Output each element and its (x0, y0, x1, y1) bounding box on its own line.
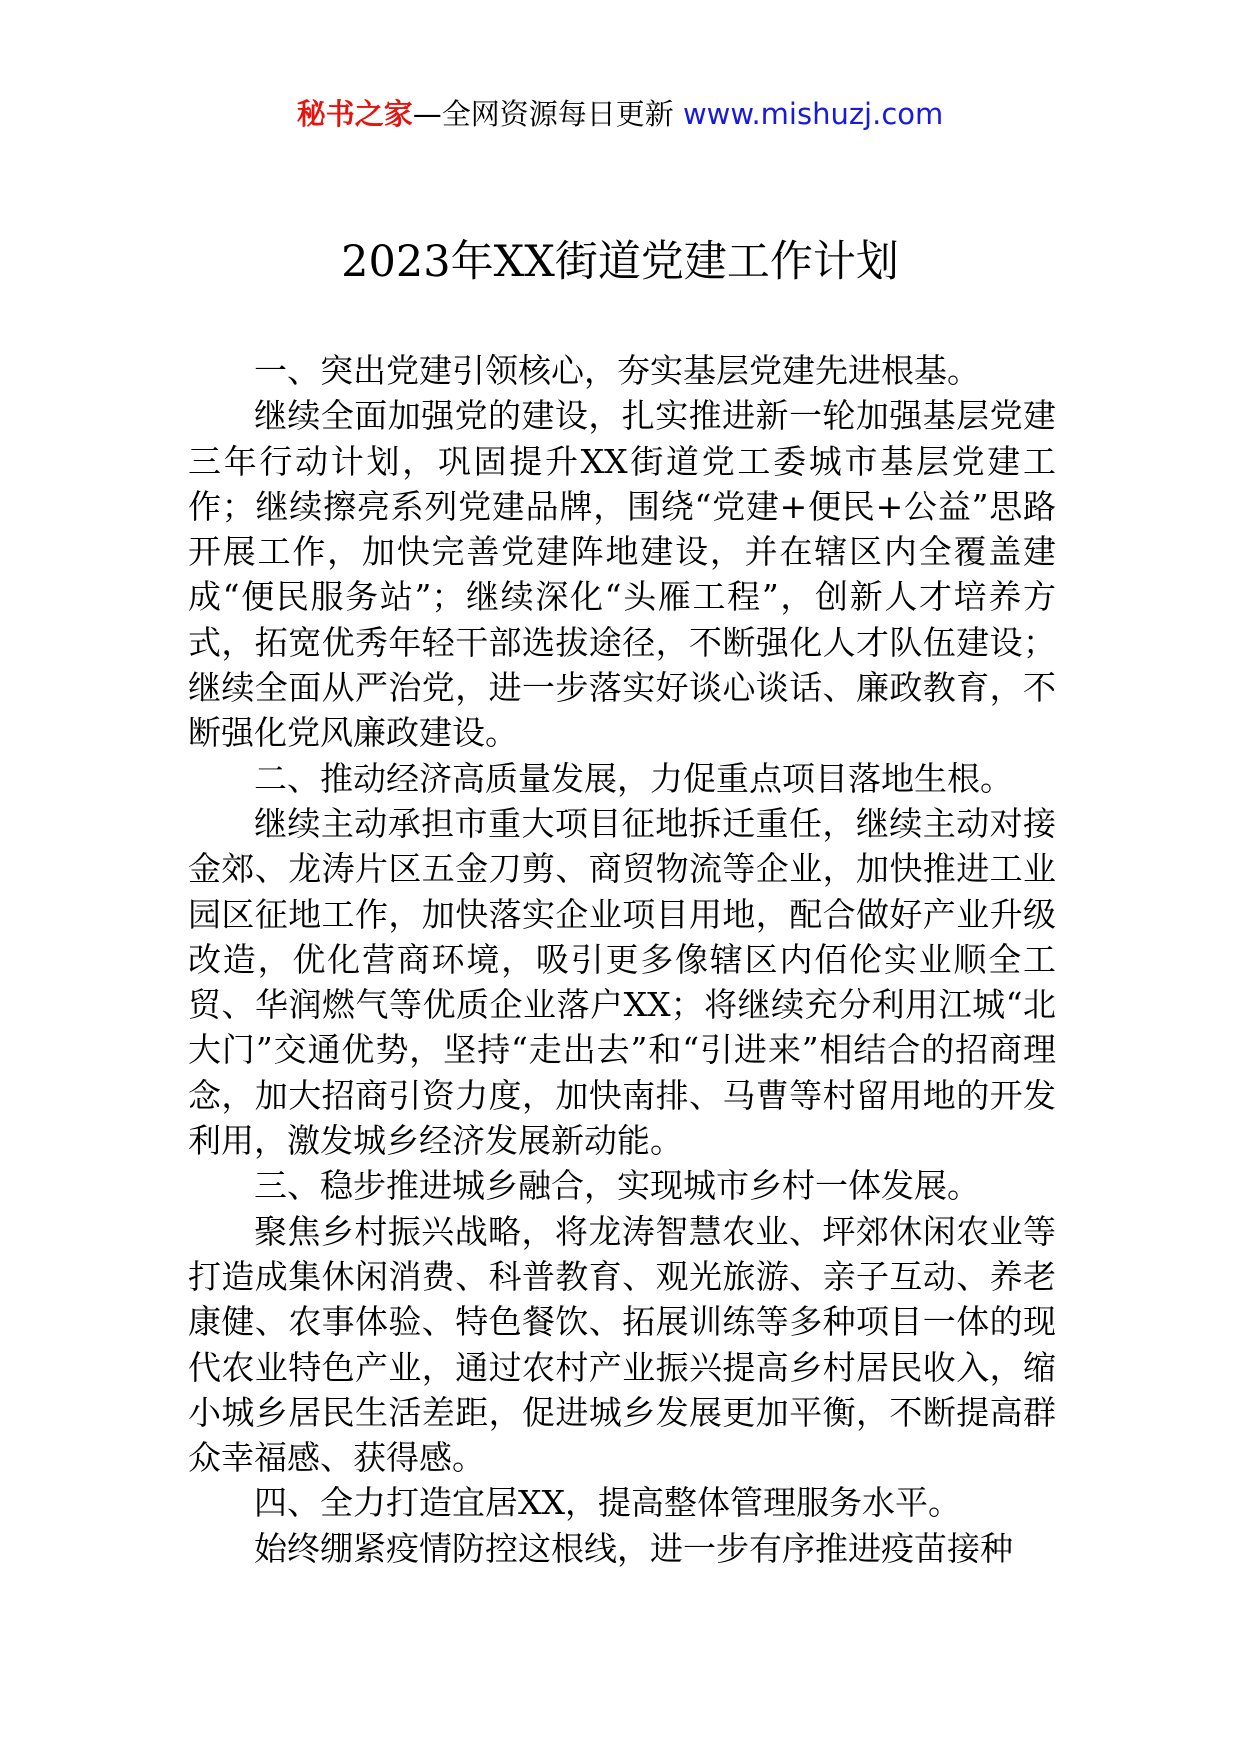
section-heading-2: 二、推动经济高质量发展，力促重点项目落地生根。 (254, 758, 1013, 798)
section-paragraph-2: 继续主动承担市重大项目征地拆迁重任，继续主动对接金郊、龙涛片区五金刀剪、商贸物流等企业，加快推进工业园区征地工作，加快落实企业项目用地，配合做好产业升级改造，优化营商环境，吸引更多像辖区内佰伦实业顺全工贸、华润燃气等优质企业落户XX；将继续充分利用江城“北大门”交通优势，坚持“走出去”和“引进来”相结合的招商理念，加大招商引资力度，加快南排、马曹等村留用地的开发利用，激发城乡经济发展新动能。 (188, 803, 1056, 1161)
brand-name: 秘书之家 (296, 97, 413, 131)
section-paragraph-4: 始终绷紧疫情防控这根线，进一步有序推进疫苗接种 (254, 1528, 1013, 1568)
document-title: 2023年XX街道党建工作计划 (341, 237, 899, 287)
document-body (188, 348, 1056, 1571)
section-heading-3: 三、稳步推进城乡融合，实现城市乡村一体发展。 (254, 1166, 980, 1206)
section-heading-1: 一、突出党建引领核心，夯实基层党建先进根基。 (254, 351, 980, 390)
section-heading-4: 四、全力打造宜居XX，提高整体管理服务水平。 (254, 1483, 961, 1523)
site-url-link[interactable]: www.mishuzj.com (682, 97, 944, 131)
site-banner (0, 94, 1240, 134)
banner-tagline: —全网资源每日更新 (412, 97, 674, 131)
section-paragraph-3: 聚焦乡村振兴战略，将龙涛智慧农业、坪郊休闲农业等打造成集休闲消费、科普教育、观光旅游、亲子互动、养老康健、农事体验、特色餐饮、拓展训练等多种项目一体的现代农业特色产业，通过农村产业振兴提高乡村居民收入，缩小城乡居民生活差距，促进城乡发展更加平衡，不断提高群众幸福感、获得感。 (188, 1211, 1056, 1478)
section-paragraph-1: 继续全面加强党的建设，扎实推进新一轮加强基层党建三年行动计划，巩固提升XX街道党工委城市基层党建工作；继续擦亮系列党建品牌，围绕“党建+便民+公益”思路开展工作，加快完善党建阵地建设，并在辖区内全覆盖建成“便民服务站”；继续深化“头雁工程”，创新人才培养方式，拓宽优秀年轻干部选拔途径，不断强化人才队伍建设；继续全面从严治党，进一步落实好谈心谈话、廉政教育，不断强化党风廉政建设。 (188, 396, 1056, 753)
